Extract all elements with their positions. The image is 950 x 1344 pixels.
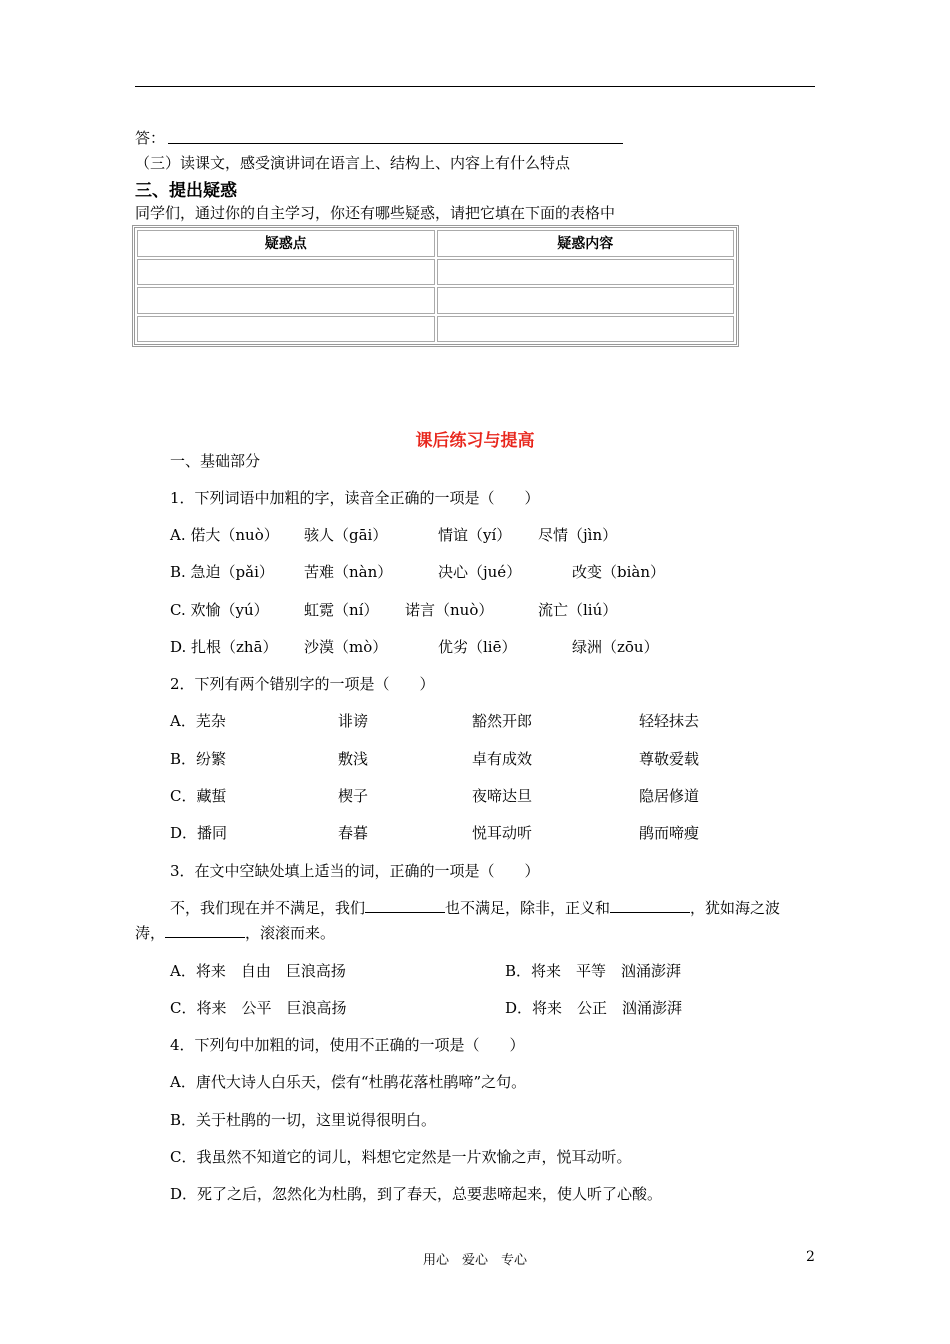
q1-item: 绿洲（zōu） bbox=[572, 638, 659, 656]
table-cell[interactable] bbox=[137, 316, 435, 343]
q1-item: 情谊（yí） bbox=[438, 526, 512, 544]
table-cell[interactable] bbox=[437, 316, 735, 343]
q2-item: D．播同 bbox=[170, 824, 228, 842]
table-cell[interactable] bbox=[437, 287, 735, 314]
q3-passage-text: ，滚滚而来。 bbox=[245, 924, 336, 942]
q1-item: 沙漠（mò） bbox=[304, 638, 388, 656]
answer-label: 答： bbox=[135, 129, 166, 147]
q1-item: 尽情（jìn） bbox=[538, 526, 618, 544]
page-number: 2 bbox=[806, 1249, 815, 1265]
q3-passage-text: 涛， bbox=[135, 924, 166, 942]
q1-item: 优劣（liē） bbox=[438, 638, 517, 656]
q3-stem: 3．在文中空缺处填上适当的词，正确的一项是（ ） bbox=[170, 862, 540, 880]
q1-item: 骇人（gāi） bbox=[304, 526, 388, 544]
part1-title: 一、基础部分 bbox=[170, 452, 261, 470]
q2-item: 隐居修道 bbox=[639, 787, 700, 805]
q2-stem: 2．下列有两个错别字的一项是（ ） bbox=[170, 675, 435, 693]
section3-intro: 同学们，通过你的自主学习，你还有哪些疑惑，请把它填在下面的表格中 bbox=[135, 204, 616, 222]
q3-option-c: C．将来 公平 巨浪高扬 bbox=[170, 999, 347, 1017]
q4-option-a: A．唐代大诗人白乐天，偿有“杜鹃花落杜鹃啼”之句。 bbox=[170, 1073, 527, 1091]
q4-stem: 4．下列句中加粗的词，使用不正确的一项是（ ） bbox=[170, 1036, 525, 1054]
q2-item: 轻轻抹去 bbox=[639, 712, 700, 730]
q1-item: C. 欢愉（yú） bbox=[170, 601, 269, 619]
q1-item: 流亡（liú） bbox=[538, 601, 618, 619]
q3-passage-line1 bbox=[170, 897, 780, 918]
q2-item: 悦耳动听 bbox=[472, 824, 533, 842]
q2-item: 卓有成效 bbox=[472, 750, 533, 768]
header-rule bbox=[135, 86, 815, 87]
table-cell[interactable] bbox=[437, 259, 735, 286]
q2-item: B．纷繁 bbox=[170, 750, 227, 768]
table-header-point: 疑惑点 bbox=[137, 230, 435, 257]
practice-title: 课后练习与提高 bbox=[415, 431, 535, 451]
q1-item: 改变（biàn） bbox=[572, 563, 666, 581]
q3-passage-text: ，犹如海之波 bbox=[690, 899, 781, 917]
q2-item: 诽谤 bbox=[338, 712, 369, 730]
q1-item: 苦难（nàn） bbox=[304, 563, 393, 581]
footer-motto: 用心 爱心 专心 bbox=[422, 1253, 527, 1268]
blank-3[interactable] bbox=[165, 922, 245, 938]
q1-item: A. 偌大（nuò） bbox=[170, 526, 279, 544]
blank-2[interactable] bbox=[610, 897, 690, 913]
blank-1[interactable] bbox=[365, 897, 445, 913]
q2-item: 楔子 bbox=[338, 787, 369, 805]
q4-option-b: B．关于杜鹃的一切，这里说得很明白。 bbox=[170, 1111, 437, 1129]
q2-item: 鹃而啼瘦 bbox=[639, 824, 700, 842]
q2-item: 敷浅 bbox=[338, 750, 369, 768]
q3-option-a: A．将来 自由 巨浪高扬 bbox=[170, 962, 346, 980]
q3-option-b: B．将来 平等 汹涌澎湃 bbox=[505, 962, 682, 980]
q1-item: 虹霓（ní） bbox=[304, 601, 379, 619]
q1-item: 决心（jué） bbox=[438, 563, 522, 581]
q2-item: 尊敬爱载 bbox=[639, 750, 700, 768]
q2-item: 春暮 bbox=[338, 824, 369, 842]
q3-passage-text: 不，我们现在并不满足，我们 bbox=[170, 899, 366, 917]
q1-item: 诺言（nuò） bbox=[405, 601, 494, 619]
table-cell[interactable] bbox=[137, 287, 435, 314]
questions-table bbox=[132, 225, 739, 347]
q4-option-d: D．死了之后，忽然化为杜鹃，到了春天，总要悲啼起来，使人听了心酸。 bbox=[170, 1185, 663, 1203]
q2-item: 夜啼达旦 bbox=[472, 787, 533, 805]
table-row bbox=[137, 316, 734, 343]
q4-option-c: C．我虽然不知道它的词儿，料想它定然是一片欢愉之声，悦耳动听。 bbox=[170, 1148, 632, 1166]
q1-item: B. 急迫（pǎi） bbox=[170, 563, 274, 581]
table-cell[interactable] bbox=[137, 259, 435, 286]
table-row bbox=[137, 259, 734, 286]
q3-passage-line2 bbox=[135, 922, 335, 943]
subtask-3: （三）读课文，感受演讲词在语言上、结构上、内容上有什么特点 bbox=[135, 154, 571, 172]
q2-item: A．芜杂 bbox=[170, 712, 226, 730]
q3-option-d: D．将来 公正 汹涌澎湃 bbox=[505, 999, 683, 1017]
q3-passage-text: 也不满足，除非，正义和 bbox=[445, 899, 611, 917]
section3-title: 三、提出疑惑 bbox=[135, 181, 237, 201]
q2-item: 豁然开郎 bbox=[472, 712, 533, 730]
table-row bbox=[137, 287, 734, 314]
table-header-content: 疑惑内容 bbox=[437, 230, 735, 257]
q1-stem: 1．下列词语中加粗的字，读音全正确的一项是（ ） bbox=[170, 489, 540, 507]
q1-item: D. 扎根（zhā） bbox=[170, 638, 278, 656]
q2-item: C．藏蜇 bbox=[170, 787, 227, 805]
answer-line bbox=[168, 143, 623, 144]
